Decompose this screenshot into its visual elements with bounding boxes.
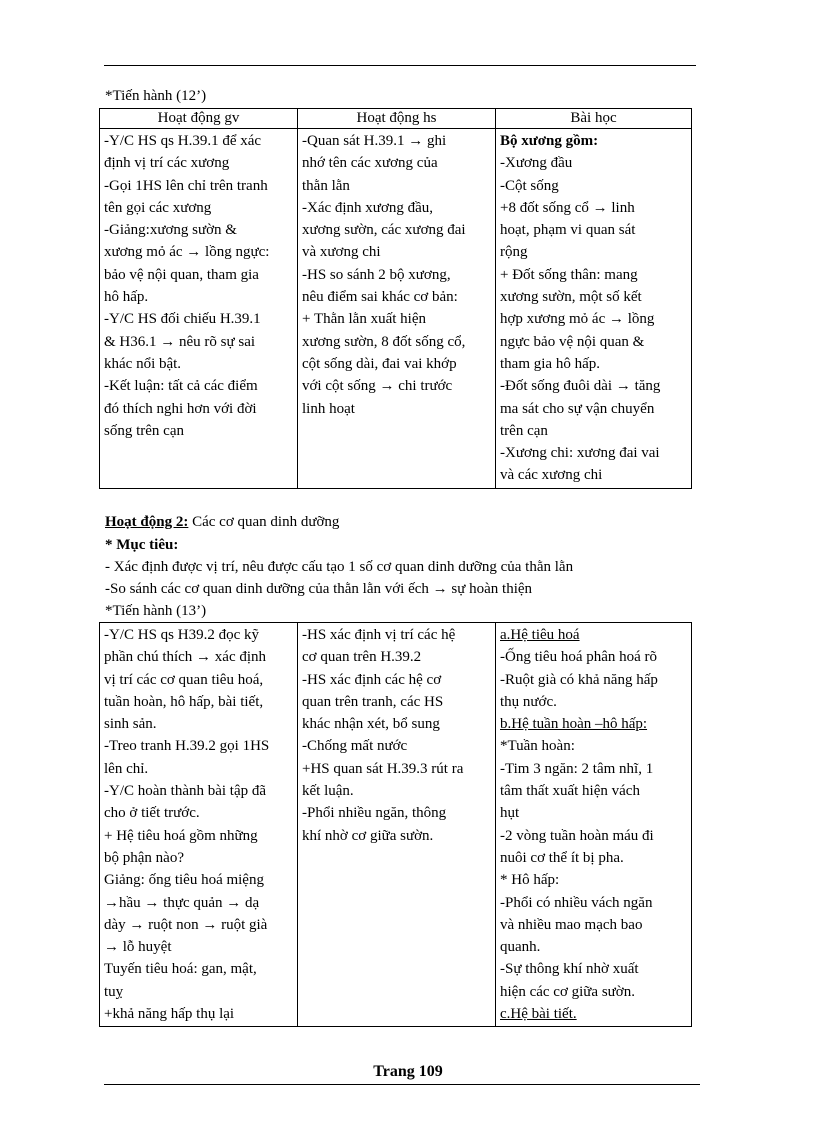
text-line: -HS xác định các hệ cơ (302, 671, 442, 688)
text-line: ngực bảo vệ nội quan & (500, 333, 645, 350)
text-line: xương sườn, 8 đốt sống cổ, (302, 333, 466, 350)
text-line: phần chú thích → xác định (104, 649, 267, 666)
text-line: dày → ruột non → ruột già (104, 916, 268, 933)
page-number: Trang 109 (373, 1063, 443, 1080)
lesson-cell (496, 129, 692, 489)
text-line: tham gia hô hấp. (500, 355, 600, 372)
activity-2-heading (105, 512, 339, 532)
footer-rule (104, 1084, 700, 1085)
text-line: lên chỉ. (104, 760, 149, 777)
text-line: -Quan sát H.39.1 → ghi (302, 133, 447, 149)
text-line: hoạt, phạm vi quan sát (500, 222, 636, 239)
col-header-teacher: Hoạt động gv (100, 109, 298, 129)
text-line: + Hệ tiêu hoá gồm những (104, 827, 258, 844)
section-a-heading: a.Hệ tiêu hoá (500, 627, 580, 643)
text-line: -Xương chi: xương đai vai (500, 445, 660, 462)
text-line: +HS quan sát H.39.3 rút ra (302, 760, 464, 777)
student-activity-cell (298, 129, 496, 489)
text-line: -Phổi có nhiều vách ngăn (500, 894, 653, 911)
text-line: -Gọi 1HS lên chỉ trên tranh (104, 177, 268, 194)
text-line: -Sự thông khí nhờ xuất (500, 961, 639, 978)
text-line: đó thích nghi hơn với đời (104, 400, 257, 417)
col-header-student: Hoạt động hs (298, 109, 496, 129)
text-line: -Xác định xương đầu, (302, 199, 434, 216)
text-line: + Đốt sống thân: mang (500, 266, 638, 283)
text-line: -Cột sống (500, 177, 559, 194)
text-line: hô hấp. (104, 289, 149, 306)
progress-heading-2: *Tiến hành (13’) (105, 603, 207, 619)
text-line: -Đốt sống đuôi dài → tăng (500, 378, 661, 395)
text-line: hụt (500, 805, 520, 822)
text-line: cơ quan trên H.39.2 (302, 649, 422, 666)
objective-2: -So sánh các cơ quan dinh dưỡng của thằn lằn với ếch → sự hoàn thiện (105, 581, 533, 597)
objective-1: - Xác định được vị trí, nêu được cấu tạo 1 số cơ quan dinh dưỡng của thằn lằn (105, 559, 574, 575)
section-b-heading: b.Hệ tuần hoàn –hô hấp: (500, 716, 648, 733)
text-line: Tuyến tiêu hoá: gan, mật, (104, 961, 257, 978)
text-line: thằn lằn (302, 177, 350, 194)
teacher-activity-cell (100, 623, 298, 1027)
text-line: -Tim 3 ngăn: 2 tâm nhĩ, 1 (500, 760, 654, 777)
text-line: -Y/C HS qs H.39.1 để xác (104, 133, 262, 149)
text-line: nuôi cơ thể ít bị pha. (500, 849, 624, 866)
text-line: nhớ tên các xương của (302, 155, 438, 172)
text-line: ma sát cho sự vận chuyển (500, 400, 655, 417)
activity-2-title: Các cơ quan dinh dưỡng (188, 514, 340, 530)
text-line: -2 vòng tuần hoàn máu đi (500, 827, 654, 844)
text-line: và nhiều mao mạch bao (500, 916, 643, 933)
lesson-title: Bộ xương gồm: (500, 133, 599, 149)
text-line: sống trên cạn (104, 422, 184, 439)
text-line: và các xương chi (500, 467, 603, 484)
text-line: cho ở tiết trước. (104, 805, 200, 822)
text-line: -Ruột già có khả năng hấp (500, 671, 658, 688)
text-line: Giảng: ống tiêu hoá miệng (104, 872, 264, 889)
text-line: -Treo tranh H.39.2 gọi 1HS (104, 738, 270, 755)
text-line: rộng (500, 244, 528, 261)
text-line: -Giảng:xương sườn & (104, 222, 237, 239)
text-line: sinh sản. (104, 716, 157, 733)
text-line: xương sườn, một số kết (500, 289, 642, 306)
text-line: bảo vệ nội quan, tham gia (104, 266, 259, 283)
text-line: +khả năng hấp thụ lại (104, 1006, 235, 1023)
header-rule (104, 65, 696, 66)
text-line: linh hoạt (302, 400, 355, 417)
text-line: tâm thất xuất hiện vách (500, 783, 640, 800)
text-line: xương mỏ ác → lồng ngực: (104, 244, 270, 261)
text-line: *Tuần hoàn: (500, 738, 575, 755)
text-line: -Phổi nhiều ngăn, thông (302, 805, 447, 822)
text-line: →hầu → thực quản → dạ (104, 894, 260, 911)
text-line: khác nhận xét, bổ sung (302, 716, 440, 733)
col-header-lesson: Bài học (496, 109, 692, 129)
text-line: và xương chi (302, 244, 381, 261)
text-line: cột sống dài, đai vai khớp (302, 355, 457, 372)
text-line: + Thằn lằn xuất hiện (302, 311, 426, 328)
text-line: quanh. (500, 939, 541, 956)
text-line: kết luận. (302, 783, 354, 800)
text-line: quan trên tranh, các HS (302, 693, 444, 710)
text-line: → lỗ huyệt (104, 939, 172, 956)
text-line: & H36.1 → nêu rõ sự sai (104, 333, 256, 350)
teacher-activity-cell (100, 129, 298, 489)
text-line: vị trí các cơ quan tiêu hoá, (104, 671, 264, 688)
text-line: nêu điểm sai khác cơ bản: (302, 289, 458, 306)
text-line: * Hô hấp: (500, 872, 560, 889)
text-line: hợp xương mỏ ác → lồng (500, 311, 655, 328)
text-line: -Y/C HS qs H39.2 đọc kỹ (104, 627, 260, 643)
activity-2-label: Hoạt động 2: (105, 514, 189, 530)
student-activity-cell (298, 623, 496, 1027)
text-line: khác nổi bật. (104, 355, 182, 372)
text-line: -HS xác định vị trí các hệ (302, 627, 456, 643)
text-line: -Y/C HS đối chiếu H.39.1 (104, 311, 261, 328)
text-line: -Y/C hoàn thành bài tập đã (104, 783, 267, 800)
text-line: xương sườn, các xương đai (302, 222, 466, 239)
lesson-cell (496, 623, 692, 1027)
section-c-heading: c.Hệ bài tiết. (500, 1006, 577, 1023)
text-line: tuỵ (104, 983, 124, 1000)
text-line: -Chống mất nước (302, 738, 408, 755)
text-line: bộ phận nào? (104, 849, 184, 866)
activity-table-1 (99, 108, 692, 489)
text-line: -Ống tiêu hoá phân hoá rõ (500, 649, 658, 666)
text-line: trên cạn (500, 422, 548, 439)
text-line: -Xương đầu (500, 155, 573, 172)
text-line: khí nhờ cơ giữa sườn. (302, 827, 434, 844)
text-line: +8 đốt sống cổ → linh (500, 199, 635, 216)
progress-heading-1: *Tiến hành (12’) (105, 88, 207, 104)
text-line: tên gọi các xương (104, 199, 212, 216)
text-line: -Kết luận: tất cả các điểm (104, 378, 258, 395)
text-line: thụ nước. (500, 693, 557, 710)
text-line: với cột sống → chi trước (302, 378, 453, 395)
text-line: -HS so sánh 2 bộ xương, (302, 266, 451, 283)
activity-table-2 (99, 622, 692, 1027)
text-line: hiện các cơ giữa sườn. (500, 983, 635, 1000)
text-line: tuần hoàn, hô hấp, bài tiết, (104, 693, 264, 710)
text-line: định vị trí các xương (104, 155, 230, 172)
objective-heading: * Mục tiêu: (105, 537, 179, 553)
